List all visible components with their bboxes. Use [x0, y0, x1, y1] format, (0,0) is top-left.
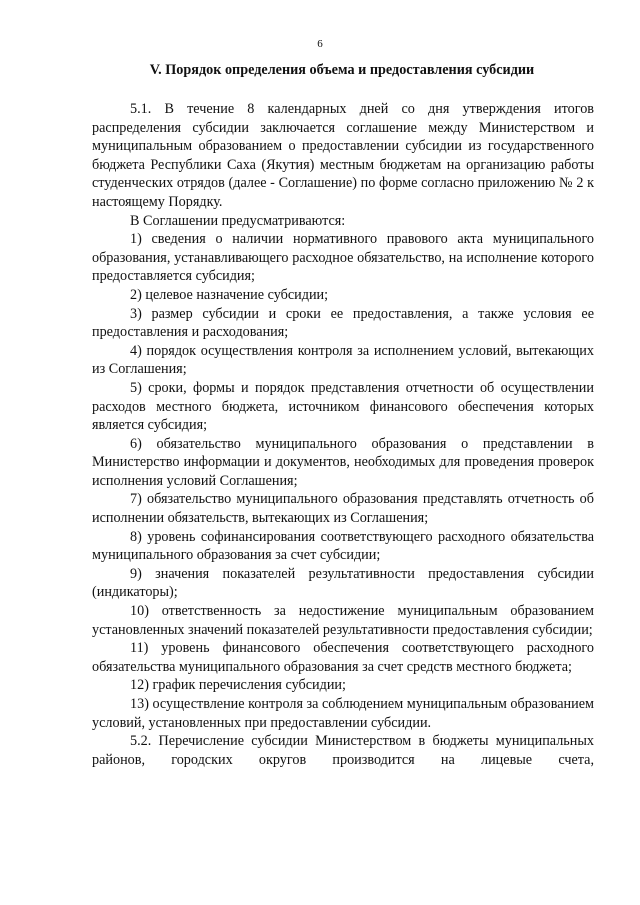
paragraph-5-1: 5.1. В течение 8 календарных дней со дня утверждения итогов распределения субсидии заключается соглашение между Министерством и муниципальным образованием о предоставлении субсидии из государственного бюджета Республики Саха (Якутия) местным бюджетам на организацию работы студенческих отрядов (далее - Соглашение) по форме согласно приложению № 2 к настоящему Порядку. [92, 101, 594, 210]
list-item-4: 4) порядок осуществления контроля за исполнением условий, вытекающих из Соглашения; [92, 342, 594, 378]
list-item-11: 11) уровень финансового обеспечения соответствующего расходного обязательства муниципального образования за счет средств местного бюджета; [92, 640, 594, 675]
section-title: V. Порядок определения объема и предоставления субсидии [149, 62, 535, 78]
list-item-10: 10) ответственность за недостижение муниципальным образованием установленных значений показателей результативности предоставления субсидии; [92, 603, 594, 638]
list-item-8: 8) уровень софинансирования соответствующего расходного обязательства муниципального образования за счет субсидии; [92, 528, 594, 564]
page-number: 6 [317, 38, 323, 50]
paragraph-agreement-intro: В Соглашении предусматриваются: [130, 212, 346, 229]
list-item-7: 7) обязательство муниципального образования представлять отчетность об исполнении обязательств, вытекающих из Соглашения; [92, 491, 594, 527]
list-item-3: 3) размер субсидии и сроки ее предоставления, а также условия ее предоставления и расходования; [92, 305, 594, 341]
body-text [92, 100, 594, 769]
list-item-6: 6) обязательство муниципального образования о представлении в Министерство информации и документов, необходимых для проведения проверок исполнения условий Соглашения; [92, 435, 594, 489]
list-item-12: 12) график перечисления субсидии; [130, 677, 346, 694]
list-item-9: 9) значения показателей результативности предоставления субсидии (индикаторы); [92, 565, 594, 601]
list-item-2: 2) целевое назначение субсидии; [130, 286, 329, 303]
list-item-5: 5) сроки, формы и порядок представления отчетности об осуществлении расходов местного бюджета, источником финансового обеспечения которых является субсидия; [92, 379, 594, 434]
list-item-1: 1) сведения о наличии нормативного правового акта муниципального образования, устанавливающего расходное обязательство, на исполнение которого предоставляется субсидия; [92, 231, 594, 285]
list-item-13: 13) осуществление контроля за соблюдением муниципальным образованием условий, установленных при предоставлении субсидии. [92, 696, 594, 731]
paragraph-5-2: 5.2. Перечисление субсидии Министерством в бюджеты муниципальных районов, городских округов производится на лицевые счета, [92, 733, 594, 768]
